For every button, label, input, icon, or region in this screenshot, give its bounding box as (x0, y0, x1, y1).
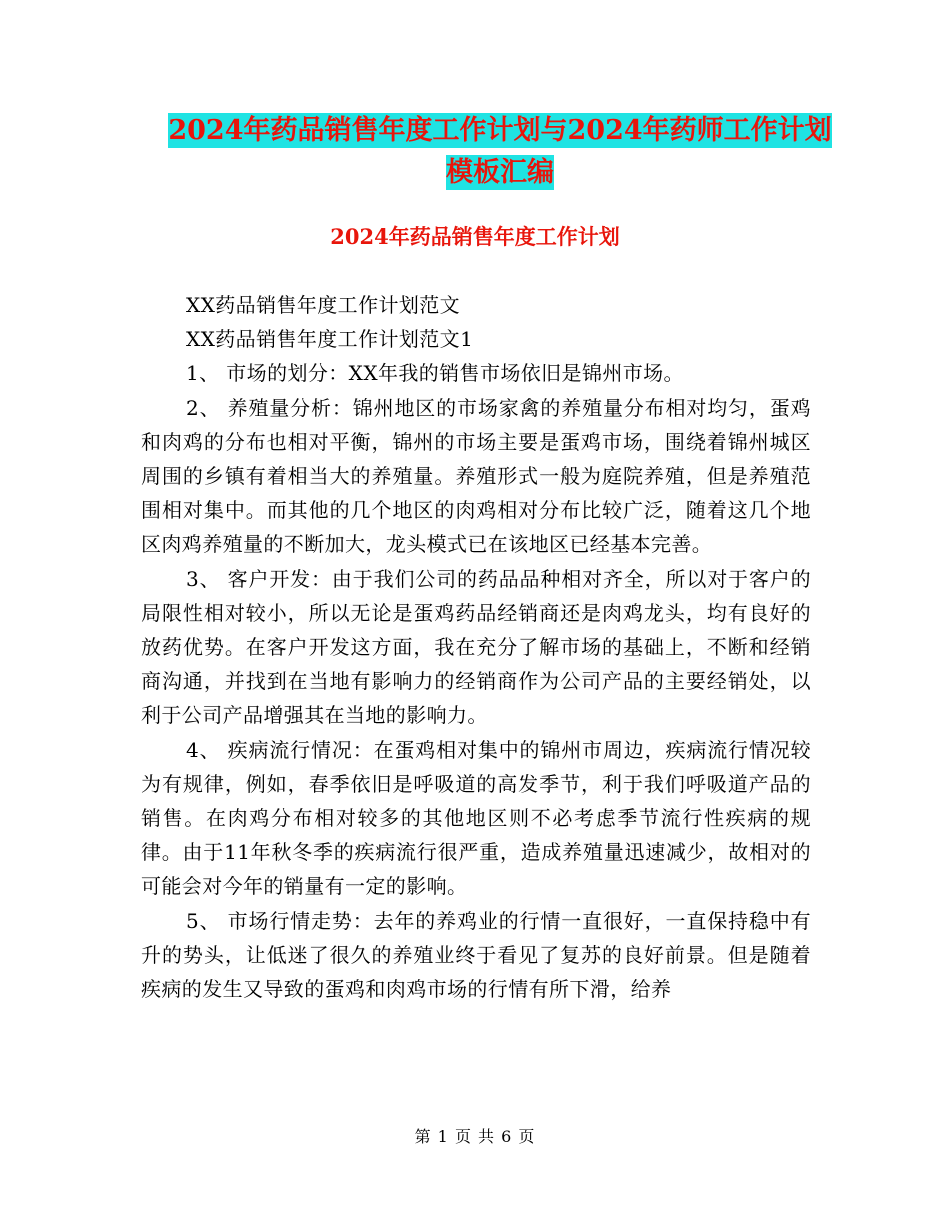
page-footer: 第 1 页 共 6 页 (414, 1127, 536, 1146)
document-title-line-2: 模板汇编 (446, 157, 554, 188)
paragraph: 1、 市场的划分：XX年我的销售市场依旧是锦州市场。 (186, 361, 684, 386)
paragraph: 5、 市场行情走势：去年的养鸡业的行情一直很好，一直保持稳中有升的势头，让低迷了很久的养殖业终于看见了复苏的良好前景。但是随着疾病的发生又导致的蛋鸡和肉鸡市场的行情有所下滑，给养 (141, 908, 811, 1002)
paragraph: 4、 疾病流行情况：在蛋鸡相对集中的锦州市周边，疾病流行情况较为有规律，例如，春季依旧是呼吸道的高发季节，利于我们呼吸道产品的销售。在肉鸡分布相对较多的其他地区则不必考虑季节流行性疾病的规律。由于11年秋冬季的疾病流行很严重，造成养殖量迅速减少，故相对的可能会对今年的销量有一定的影响。 (141, 737, 811, 899)
paragraph: 3、 客户开发：由于我们公司的药品品种相对齐全，所以对于客户的局限性相对较小，所以无论是蛋鸡药品经销商还是肉鸡龙头，均有良好的放药优势。在客户开发这方面，我在充分了解市场的基础上，不断和经销商沟通，并找到在当地有影响力的经销商作为公司产品的主要经销处，以利于公司产品增强其在当地的影响力。 (141, 566, 811, 728)
paragraph: XX药品销售年度工作计划范文1 (186, 327, 474, 352)
document-title (140, 110, 860, 194)
document-body (141, 288, 811, 1006)
paragraph: 2、 养殖量分析：锦州地区的市场家禽的养殖量分布相对均匀，蛋鸡和肉鸡的分布也相对平衡，锦州的市场主要是蛋鸡市场，围绕着锦州城区周围的乡镇有着相当大的养殖量。养殖形式一般为庭院养殖，但是养殖范围相对集中。而其他的几个地区的肉鸡相对分布比较广泛，随着这几个地区肉鸡养殖量的不断加大，龙头模式已在该地区已经基本完善。 (141, 395, 811, 557)
paragraph: XX药品销售年度工作计划范文 (186, 293, 461, 317)
document-title-line-1: 2024年药品销售年度工作计划与2024年药师工作计划 (168, 115, 832, 146)
section-title: 2024年药品销售年度工作计划 (330, 224, 620, 249)
